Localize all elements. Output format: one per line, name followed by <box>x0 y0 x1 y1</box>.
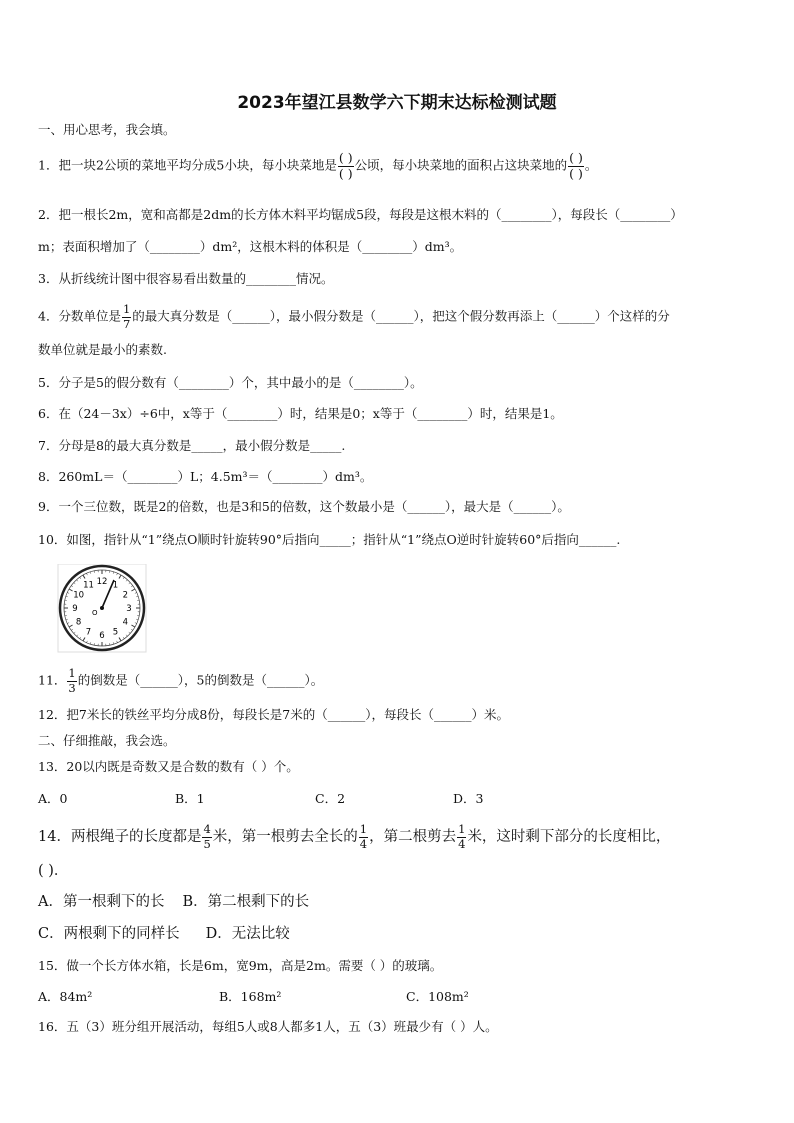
clock-center-point <box>100 606 104 610</box>
question-11 <box>38 668 323 694</box>
question-16: 16．五（3）班分组开展活动，每组5人或8人都多1人，五（3）班最少有（ ）人。 <box>38 1019 498 1034</box>
blank-fraction: $\frac{( )}{( )}$ <box>338 150 353 181</box>
clock-number: 5 <box>112 627 119 638</box>
question-text: 4．分数单位是 <box>38 308 121 324</box>
question-10: 10．如图，指针从“1”绕点O顺时针旋转90°后指向_____；指针从“1”绕点O逆时针旋转60°后指向______. <box>38 532 621 547</box>
question-4 <box>38 304 670 330</box>
clock-number: 1 <box>112 580 119 591</box>
question-2-line-2: m；表面积增加了（________）dm²，这根木料的体积是（________）dm³。 <box>38 239 463 254</box>
question-3: 3．从折线统计图中很容易看出数量的________情况。 <box>38 271 334 286</box>
question-14 <box>38 824 670 850</box>
question-text: 。 <box>584 157 598 173</box>
question-15: 15．做一个长方体水箱，长是6m，宽9m，高是2m。需要（ ）的玻璃。 <box>38 958 443 973</box>
question-2-line-1: 2．把一根长2m，宽和高都是2dm的长方体木料平均锯成5段，每段是这根木料的（________），每段长（________） <box>38 207 683 222</box>
question-text: 1．把一块2公顷的菜地平均分成5小块，每小块菜地是 <box>38 157 337 173</box>
option-a: A．第一根剩下的长 <box>38 894 165 910</box>
option-b: B．1 <box>175 791 205 806</box>
question-6: 6．在（24－3x）÷6中，x等于（________）时，结果是0；x等于（________）时，结果是1。 <box>38 406 563 421</box>
option-c: C．108m² <box>406 989 469 1004</box>
option-b: B．168m² <box>219 989 282 1004</box>
option-d: D．3 <box>453 791 484 806</box>
question-14-line-2: ( )． <box>38 863 69 879</box>
question-7: 7．分母是8的最大真分数是_____，最小假分数是_____. <box>38 438 346 453</box>
question-text: 的倒数是（______），5的倒数是（______）。 <box>77 672 324 688</box>
question-1 <box>38 152 597 180</box>
question-14-options-1 <box>38 893 309 911</box>
clock-figure <box>54 564 150 654</box>
clock-center-label: O <box>92 609 98 617</box>
question-text: 11． <box>38 672 67 688</box>
clock-number: 10 <box>73 590 85 601</box>
blank-fraction: $\frac{( )}{( )}$ <box>569 150 583 181</box>
clock-number: 4 <box>122 617 129 628</box>
option-a: A．0 <box>38 791 68 806</box>
clock-number: 11 <box>83 580 94 591</box>
clock-number: 6 <box>99 631 105 641</box>
option-c: C．2 <box>315 791 346 806</box>
option-a: A．84m² <box>38 989 93 1004</box>
question-12: 12．把7米长的铁丝平均分成8份，每段长是7米的（______），每段长（______）米。 <box>38 707 510 722</box>
clock-number: 8 <box>75 617 82 628</box>
question-14-options-2 <box>38 925 290 943</box>
option-b: B．第二根剩下的长 <box>182 894 310 910</box>
clock-number: 2 <box>122 590 129 601</box>
fraction-one-seventh: $\frac{1}{7}$ <box>122 302 131 331</box>
fraction-one-quarter: $\frac{1}{4}$ <box>359 822 368 851</box>
page-title: 2023年望江县数学六下期末达标检测试题 <box>237 93 557 113</box>
clock-number: 12 <box>96 577 108 587</box>
question-text: 的最大真分数是（______），最小假分数是（______），把这个假分数再添上（______）个这样的分 <box>132 308 670 324</box>
question-text: 米，第一根剪去全长的 <box>212 829 358 845</box>
question-5: 5．分子是5的假分数有（________）个，其中最小的是（________）。 <box>38 375 423 390</box>
question-13: 13．20以内既是奇数又是合数的数有（ ）个。 <box>38 759 299 774</box>
question-text: 米，这时剩下部分的长度相比， <box>467 829 671 845</box>
clock-number: 3 <box>126 604 132 614</box>
option-c: C．两根剩下的同样长 <box>38 926 180 942</box>
question-text: 公顷，每小块菜地的面积占这块菜地的 <box>354 157 568 173</box>
question-9: 9．一个三位数，既是2的倍数，也是3和5的倍数，这个数最小是（______），最大是（______）。 <box>38 499 570 514</box>
question-8: 8．260mL＝（________）L；4.5m³＝（________）dm³。 <box>38 469 373 484</box>
section-heading-2: 二、仔细推敲，我会选。 <box>38 733 176 748</box>
fraction-four-fifths: $\frac{4}{5}$ <box>203 822 211 851</box>
clock-number: 9 <box>72 604 78 614</box>
fraction-one-quarter: $\frac{1}{4}$ <box>458 822 466 851</box>
question-text: ，第二根剪去 <box>369 829 457 845</box>
option-d: D．无法比较 <box>205 926 290 942</box>
question-4-line-2: 数单位就是最小的素数. <box>38 342 167 357</box>
clock-number: 7 <box>85 627 92 638</box>
fraction-one-third: $\frac{1}{3}$ <box>68 666 76 695</box>
section-heading-1: 一、用心思考，我会填。 <box>38 122 176 137</box>
question-text: 14．两根绳子的长度都是 <box>38 829 202 845</box>
